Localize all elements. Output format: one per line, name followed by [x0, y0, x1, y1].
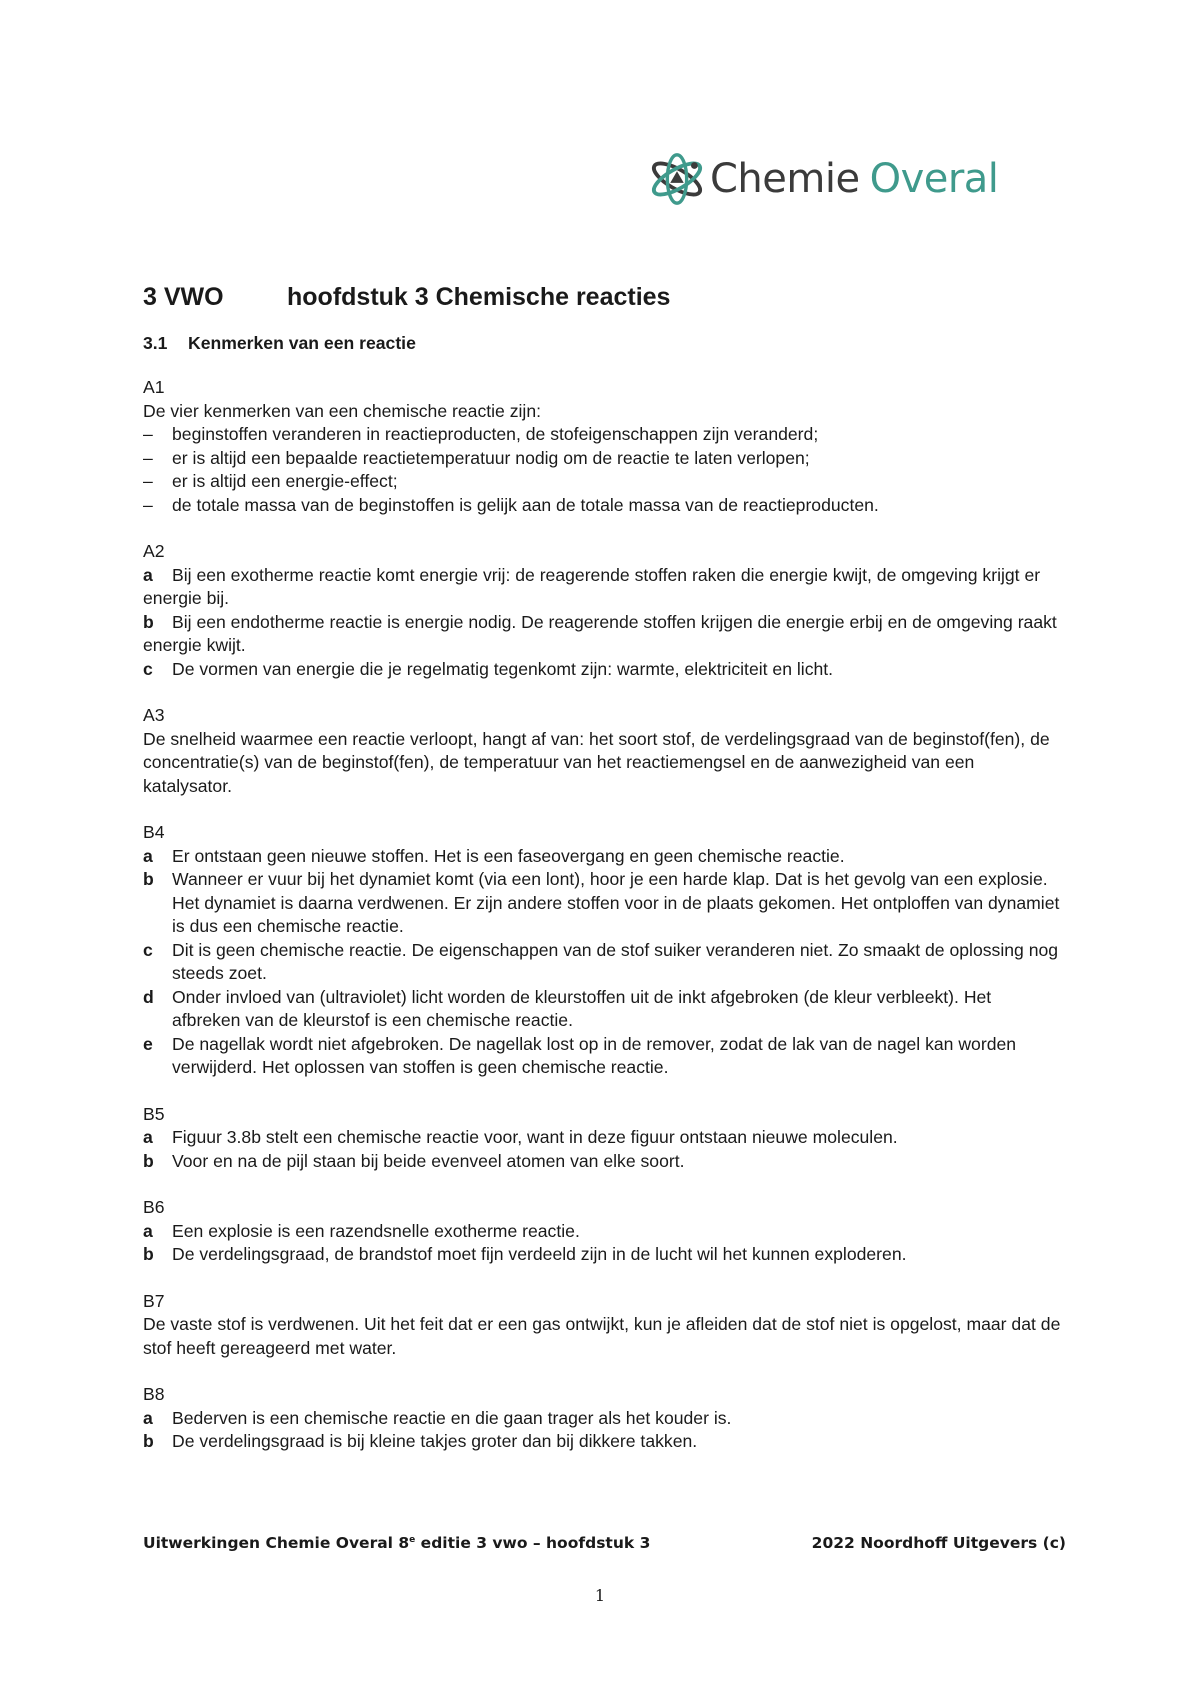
list-item: [143, 939, 1063, 986]
list-item: [143, 1150, 1063, 1174]
list-item: [143, 868, 1063, 939]
question-label: A2: [143, 541, 165, 561]
list-item: [143, 986, 1063, 1033]
page-title: [143, 283, 1063, 311]
list-item: [143, 470, 1063, 494]
item-marker: c: [143, 658, 153, 679]
chemie-overal-logo: [648, 150, 998, 208]
section-number: 3.1: [143, 332, 168, 353]
item-marker: a: [143, 1220, 153, 1241]
list-item: [143, 1220, 1063, 1244]
class-label: 3 VWO: [143, 283, 224, 311]
footer-left: [143, 1534, 650, 1552]
page-number: 1: [594, 1586, 606, 1605]
item-marker: b: [143, 869, 154, 889]
document-body: [143, 283, 1063, 1477]
item-text: er is altijd een energie-effect;: [172, 471, 398, 491]
item-text: De vormen van energie die je regelmatig tegenkomt zijn: warmte, elektriciteit en licht.: [172, 658, 834, 679]
section-heading: [143, 332, 1063, 356]
list-item: [143, 611, 1063, 658]
answer-block: [143, 821, 1063, 1080]
item-text: De verdelingsgraad is bij kleine takjes groter dan bij dikkere takken.: [172, 1431, 698, 1451]
question-label: A1: [143, 377, 165, 397]
answer-block: [143, 704, 1063, 798]
item-marker: a: [143, 564, 153, 585]
answer-block: [143, 1196, 1063, 1267]
list-item: [143, 423, 1063, 447]
list-item: [143, 1033, 1063, 1080]
list-item: [143, 1126, 1063, 1150]
footer-left-text-end: editie 3 vwo – hoofdstuk 3: [415, 1534, 651, 1552]
item-text: Bederven is een chemische reactie en die gaan trager als het kouder is.: [172, 1407, 732, 1428]
section-title: Kenmerken van een reactie: [188, 332, 416, 353]
list-item: [143, 494, 1063, 518]
item-marker: –: [143, 471, 153, 491]
item-marker: –: [143, 494, 153, 515]
item-marker: b: [143, 1431, 154, 1451]
item-text: Een explosie is een razendsnelle exotherme reactie.: [172, 1220, 580, 1241]
item-marker: b: [143, 1244, 154, 1264]
answer-block: [143, 540, 1063, 681]
item-text: Er ontstaan geen nieuwe stoffen. Het is een faseovergang en geen chemische reactie.: [172, 845, 845, 866]
item-text: De nagellak wordt niet afgebroken. De nagellak lost op in de remover, zodat de lak van de nagel kan worden verwijderd. Het oplossen van stoffen is geen chemische reactie.: [172, 1033, 1017, 1077]
item-text: er is altijd een bepaalde reactietemperatuur nodig om de reactie te laten verlopen;: [172, 447, 810, 468]
logo-word-overal: Overal: [869, 156, 999, 202]
logo-word-chemie: Chemie: [710, 156, 860, 202]
item-text: Onder invloed van (ultraviolet) licht worden de kleurstoffen uit de inkt afgebroken (de kleur verbleekt). Het afbreken van de kleurstof is een chemische reactie.: [172, 986, 992, 1030]
item-marker: a: [143, 845, 153, 866]
list-item: [143, 1430, 1063, 1454]
footer-left-text: Uitwerkingen Chemie Overal 8: [143, 1534, 410, 1552]
chapter-title: hoofdstuk 3 Chemische reacties: [287, 283, 671, 311]
item-marker: e: [143, 1033, 153, 1054]
atom-logo-icon: [648, 150, 706, 208]
answer-text: De vaste stof is verdwenen. Uit het feit dat er een gas ontwijkt, kun je afleiden dat de stof niet is opgelost, maar dat de stof heeft gereageerd met water.: [143, 1314, 1061, 1358]
question-label: B4: [143, 822, 165, 842]
item-marker: b: [143, 1150, 154, 1171]
item-marker: –: [143, 447, 153, 468]
footer-superscript: e: [409, 1534, 416, 1545]
question-label: B6: [143, 1197, 165, 1217]
item-text: de totale massa van de beginstoffen is gelijk aan de totale massa van de reactieproducten.: [172, 494, 879, 515]
answer-block: [143, 1383, 1063, 1454]
answer-block: [143, 376, 1063, 517]
list-item: [143, 564, 1063, 611]
list-item: [143, 1407, 1063, 1431]
list-item: [143, 447, 1063, 471]
item-marker: d: [143, 986, 154, 1007]
item-text: Voor en na de pijl staan bij beide evenveel atomen van elke soort.: [172, 1150, 685, 1171]
item-marker: a: [143, 1407, 153, 1428]
question-label: B8: [143, 1384, 165, 1404]
list-item: [143, 845, 1063, 869]
answer-block: [143, 1103, 1063, 1174]
item-text: Bij een endotherme reactie is energie nodig. De reagerende stoffen krijgen die energie erbij en de omgeving raakt energie kwijt.: [143, 611, 1057, 655]
item-marker: –: [143, 424, 153, 444]
answer-block: [143, 1290, 1063, 1361]
list-item: [143, 1243, 1063, 1267]
list-item: [143, 658, 1063, 682]
answer-list: [143, 376, 1063, 1454]
item-marker: a: [143, 1127, 153, 1147]
item-text: Wanneer er vuur bij het dynamiet komt (via een lont), hoor je een harde klap. Dat is het gevolg van een explosie. Het dynamiet is daarna verdwenen. Er zijn andere stoffen voor in de plaats gekomen. Het ontploffen van dynamiet is dus een chemische reactie.: [172, 869, 1060, 936]
question-label: B5: [143, 1103, 165, 1124]
answer-text: De snelheid waarmee een reactie verloopt, hangt af van: het soort stof, de verdelingsgraad van de beginstof(fen), de concentratie(s) van de beginstof(fen), de temperatuur van het reactiemengsel en de aanwezigheid van een katalysator.: [143, 728, 1050, 796]
item-text: Bij een exotherme reactie komt energie vrij: de reagerende stoffen raken die energie kwijt, de omgeving krijgt er energie bij.: [143, 564, 1041, 608]
item-text: beginstoffen veranderen in reactieproducten, de stofeigenschappen zijn veranderd;: [172, 424, 819, 444]
page-footer: [143, 1534, 1066, 1552]
question-label: A3: [143, 705, 165, 725]
question-label: B7: [143, 1290, 165, 1311]
item-text: Figuur 3.8b stelt een chemische reactie voor, want in deze figuur ontstaan nieuwe moleculen.: [172, 1127, 898, 1147]
item-text: De verdelingsgraad, de brandstof moet fijn verdeeld zijn in de lucht wil het kunnen exploderen.: [172, 1244, 907, 1264]
footer-right: 2022 Noordhoff Uitgevers (c): [811, 1534, 1066, 1552]
item-marker: b: [143, 611, 154, 632]
item-marker: c: [143, 939, 153, 960]
answer-text: De vier kenmerken van een chemische reactie zijn:: [143, 400, 541, 421]
item-text: Dit is geen chemische reactie. De eigenschappen van de stof suiker veranderen niet. Zo smaakt de oplossing nog steeds zoet.: [172, 939, 1059, 983]
